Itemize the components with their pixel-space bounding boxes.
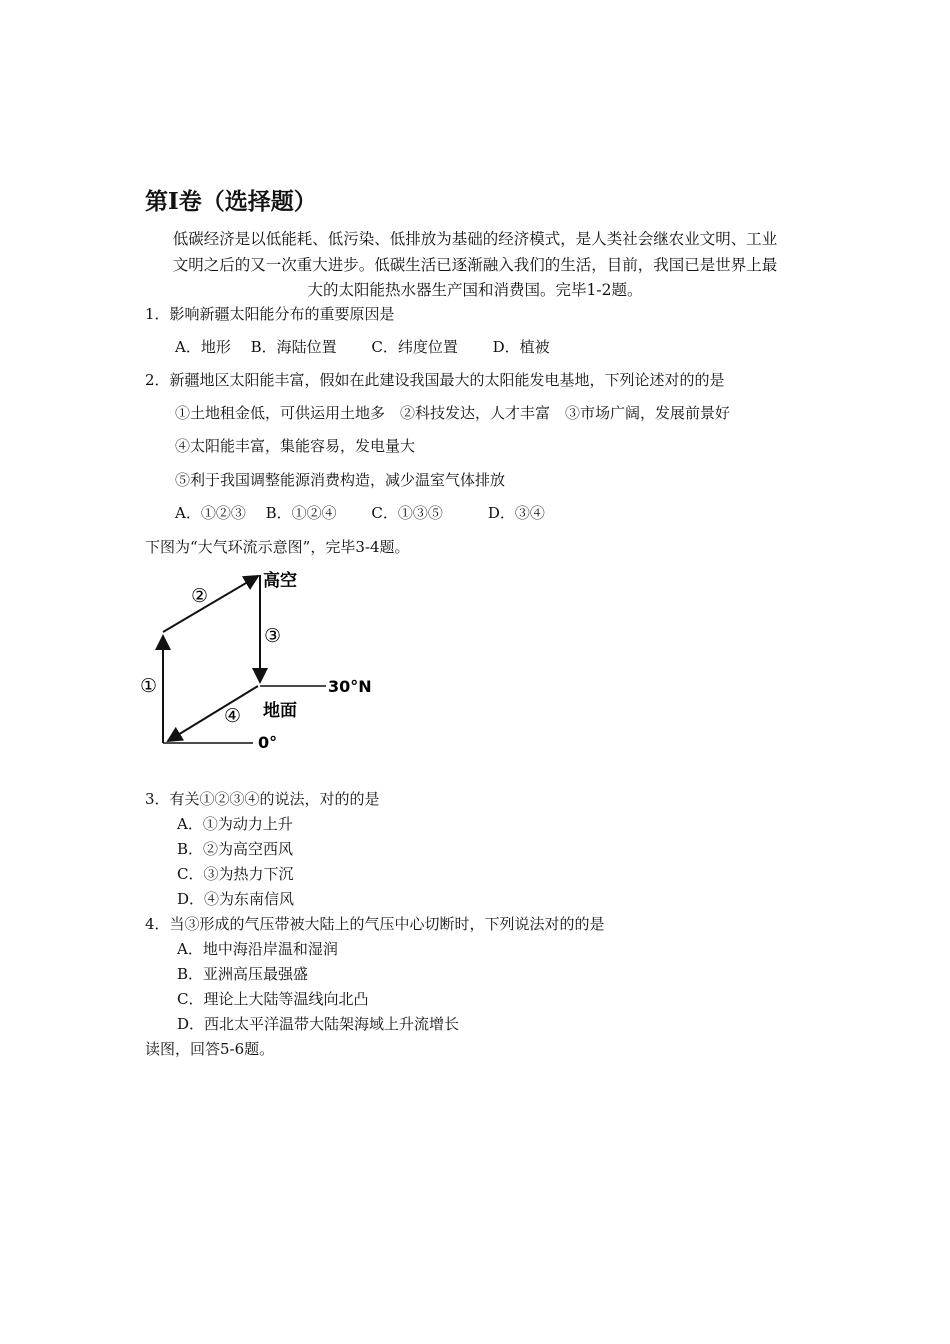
label-high-altitude: 高空: [263, 571, 297, 591]
question-2-stem: 2．新疆地区太阳能丰富，假如在此建设我国最大的太阳能发电基地，下列论述对的的是: [145, 371, 725, 389]
label-circle-3: ③: [264, 625, 282, 647]
question-3-option-b: B．②为高空西风: [177, 840, 294, 858]
label-ground: 地面: [263, 701, 297, 721]
question-4-option-d: D．西北太平洋温带大陆架海域上升流增长: [177, 1015, 460, 1033]
label-30n: 30°N: [328, 677, 372, 696]
intro-line-1: 低碳经济是以低能耗、低污染、低排放为基础的经济模式，是人类社会继农业文明、工业: [172, 230, 778, 248]
question-3-option-d: D．④为东南信风: [177, 890, 295, 908]
intro-line-2: 文明之后的又一次重大进步。低碳生活已逐渐融入我们的生活，目前，我国已是世界上最: [172, 256, 778, 274]
outro-instruction: 读图，回答5-6题。: [145, 1040, 275, 1058]
question-4-stem: 4．当③形成的气压带被大陆上的气压中心切断时，下列说法对的的是: [145, 915, 605, 933]
question-2-item-2: ④太阳能丰富，集能容易，发电量大: [175, 437, 416, 455]
label-circle-2: ②: [191, 585, 209, 607]
question-3-option-c: C．③为热力下沉: [177, 865, 294, 883]
figure-intro: 下图为“大气环流示意图”，完毕3-4题。: [145, 538, 410, 556]
question-3-stem: 3．有关①②③④的说法，对的的是: [145, 790, 380, 808]
intro-line-3: 大的太阳能热水器生产国和消费国。完毕1-2题。: [307, 281, 643, 299]
question-4-option-a: A．地中海沿岸温和湿润: [177, 940, 338, 958]
question-2-item-1: ①土地租金低，可供运用土地多 ②科技发达，人才丰富 ③市场广阔，发展前景好: [175, 404, 731, 422]
arrow-4-surface: [168, 686, 258, 741]
question-2-item-3: ⑤利于我国调整能源消费构造，减少温室气体排放: [175, 471, 506, 489]
question-2-options: A．①②③ B．①②④ C．①③⑤ D．③④: [175, 504, 545, 522]
atmospheric-circulation-diagram: [130, 560, 390, 760]
question-1-stem: 1．影响新疆太阳能分布的重要原因是: [145, 305, 395, 323]
label-circle-4: ④: [224, 705, 242, 727]
label-circle-1: ①: [140, 675, 158, 697]
question-4-option-c: C．理论上大陆等温线向北凸: [177, 990, 369, 1008]
arrow-2-upper: [163, 576, 258, 632]
question-3-option-a: A．①为动力上升: [177, 815, 293, 833]
section-title: 第Ⅰ卷（选择题）: [145, 188, 317, 215]
question-1-options: A．地形 B．海陆位置 C．纬度位置 D．植被: [175, 338, 550, 356]
question-4-option-b: B．亚洲高压最强盛: [177, 965, 309, 983]
label-0-degree: 0°: [258, 733, 278, 752]
